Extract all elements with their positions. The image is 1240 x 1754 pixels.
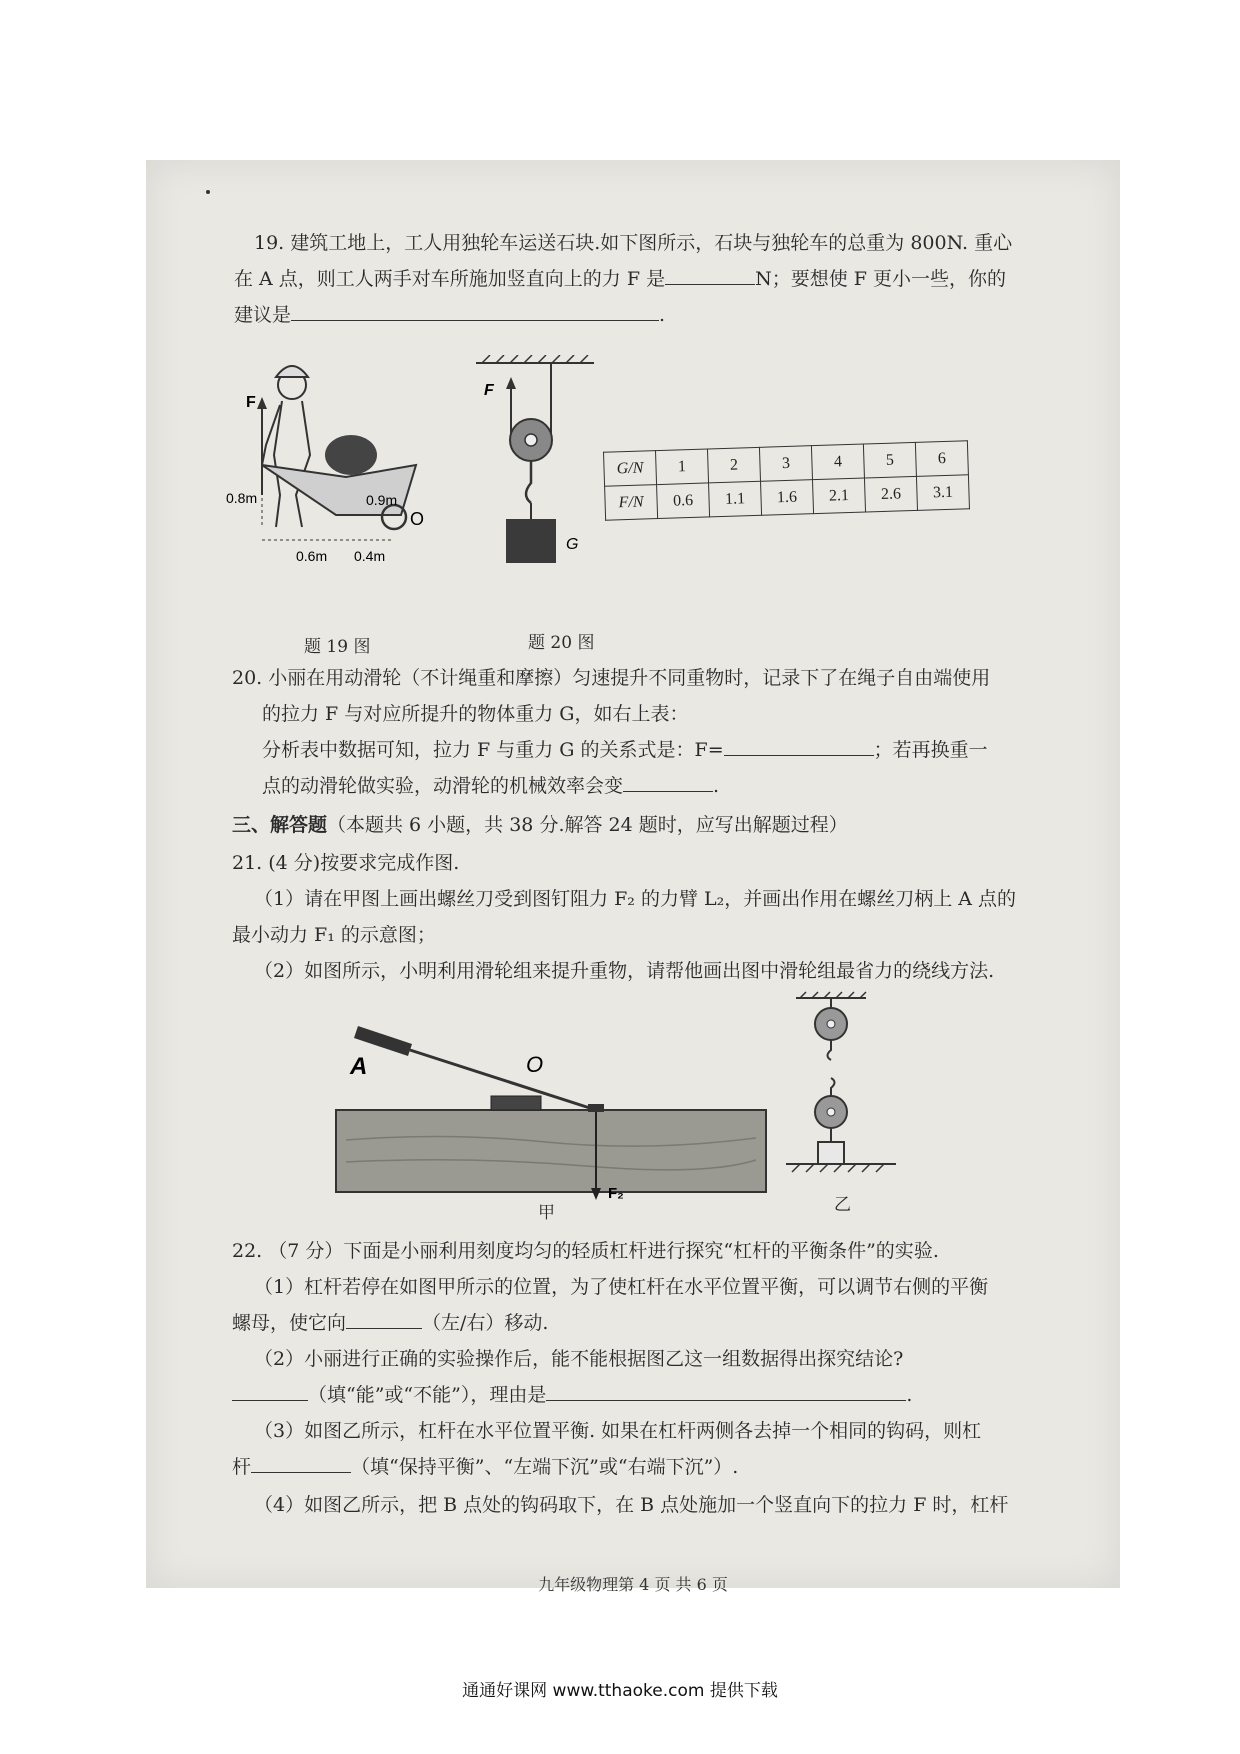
fig21-label-f2: F₂ — [608, 1185, 624, 1202]
q22-line2: （1）杠杆若停在如图甲所示的位置，为了使杠杆在水平位置平衡，可以调节右侧的平衡 — [254, 1276, 989, 1298]
table-cell-g: 6 — [915, 441, 968, 477]
table-cell-f: 2.6 — [864, 476, 917, 512]
table-header-f: F/N — [605, 485, 658, 521]
fig19-caption: 题 19 图 — [304, 637, 371, 657]
page-number: 九年级物理第 4 页 共 6 页 — [538, 1575, 728, 1594]
force-arrowhead-icon — [257, 397, 267, 409]
q22-line1: 22. （7 分）下面是小丽利用刻度均匀的轻质杠杆进行探究“杠杆的平衡条件”的实验. — [232, 1240, 939, 1262]
stone-icon — [325, 435, 377, 475]
q22-line5 — [232, 1382, 912, 1408]
movable-pulley-axle-icon — [827, 1108, 835, 1116]
helmet-icon — [276, 366, 308, 377]
fig21-label-o: O — [526, 1052, 544, 1077]
fig19-label-09m: 0.9m — [366, 492, 398, 508]
fig19-label-o: O — [410, 509, 425, 529]
table-cell-g: 1 — [655, 449, 708, 485]
fixed-pulley-axle-icon — [827, 1020, 835, 1028]
q20-line4-text: 点的动滑轮做实验，动滑轮的机械效率会变 — [262, 775, 624, 797]
pulley-figure — [476, 355, 596, 595]
site-footer: 通通好课网 www.tthaoke.com 提供下载 — [462, 1681, 778, 1701]
q22-answer-blank-balance[interactable] — [251, 1454, 351, 1473]
q20-line3-text-a: 分析表中数据可知，拉力 F 与重力 G 的关系式是：F= — [262, 739, 724, 761]
movable-pulley-hook-icon — [831, 1078, 835, 1096]
fig19-label-04m: 0.4m — [354, 548, 386, 564]
screwdriver-handle-icon — [354, 1026, 412, 1056]
fig20-label-f: F — [484, 382, 494, 399]
wooden-board-icon — [336, 1110, 766, 1192]
section3-title: 三、解答题 — [232, 814, 328, 836]
fixed-pulley-hook-icon — [828, 1040, 832, 1060]
q22-line6: （3）如图乙所示，杠杆在水平位置平衡. 如果在杠杆两侧各去掉一个相同的钩码，则杠 — [254, 1420, 982, 1442]
table-cell-f: 1.6 — [761, 480, 814, 516]
q19-line2 — [234, 266, 1006, 292]
pulley-block-figure — [786, 990, 906, 1200]
q19-line1: 19. 建筑工地上，工人用独轮车运送石块.如下图所示，石块与独轮车的总重为 800N. 重心 — [254, 232, 1013, 254]
table-cell-g: 4 — [811, 444, 864, 480]
q21-line2: （1）请在甲图上画出螺丝刀受到图钉阻力 F₂ 的力臂 L₂，并画出作用在螺丝刀柄上 A 点的 — [254, 888, 1017, 910]
gf-table — [603, 440, 970, 520]
wheelbarrow-figure — [226, 345, 466, 575]
q20-answer-blank-formula[interactable] — [724, 737, 874, 756]
q22-answer-blank-reason[interactable] — [546, 1382, 906, 1401]
q19-answer-blank-suggestion[interactable] — [291, 302, 659, 321]
table-header-g: G/N — [604, 451, 657, 487]
q22-line7-text-a: 杆 — [232, 1456, 252, 1478]
table-cell-f: 3.1 — [916, 475, 969, 511]
q20-line3 — [262, 737, 988, 763]
q22-line3-text-a: 螺母，使它向 — [232, 1312, 347, 1334]
table-cell-f: 2.1 — [812, 478, 865, 514]
hook-icon — [526, 461, 531, 503]
q22-line3-text-b: （左/右）移动. — [422, 1312, 549, 1334]
table-cell-g: 3 — [759, 446, 812, 482]
fig19-label-06m: 0.6m — [296, 548, 328, 564]
q22-line7 — [232, 1454, 738, 1480]
q19-line3-text: 建议是 — [234, 304, 292, 326]
pull-arrowhead-icon — [506, 377, 516, 389]
q22-line3 — [232, 1310, 548, 1336]
q19-line2-text-b: N；要想使 F 更小一些，你的 — [755, 268, 1006, 290]
fig20-label-g: G — [566, 536, 579, 553]
section3-note: （本题共 6 小题，共 38 分.解答 24 题时，应写出解题过程） — [327, 814, 848, 836]
q19-answer-blank-force[interactable] — [665, 266, 755, 285]
q19-line2-text-a: 在 A 点，则工人两手对车所施加竖直向上的力 F 是 — [234, 268, 666, 290]
section3-heading — [232, 812, 848, 838]
q22-answer-blank-can[interactable] — [232, 1382, 308, 1401]
q20-line1: 20. 小丽在用动滑轮（不计绳重和摩擦）匀速提升不同重物时，记录下了在绳子自由端使用 — [232, 667, 991, 689]
q20-line4-end: . — [713, 775, 720, 797]
q20-line4 — [262, 773, 719, 799]
q22-line8: （4）如图乙所示，把 B 点处的钩码取下，在 B 点处施加一个竖直向下的拉力 F 时，杠杆 — [254, 1494, 1009, 1516]
fig20-caption: 题 20 图 — [528, 633, 595, 653]
exam-page — [146, 160, 1120, 1594]
table-cell-g: 5 — [863, 442, 916, 478]
table-cell-f: 0.6 — [657, 483, 710, 519]
q19-line3 — [234, 302, 665, 328]
fig19-label-08m: 0.8m — [226, 490, 258, 506]
q21-line4: （2）如图所示，小明利用滑轮组来提升重物，请帮他画出图中滑轮组最省力的绕线方法. — [254, 960, 995, 982]
small-block-icon — [491, 1096, 541, 1110]
q21-line3: 最小动力 F₁ 的示意图； — [232, 924, 436, 946]
worker-body-icon — [274, 401, 310, 527]
screwdriver-figure — [326, 1000, 846, 1230]
ground-hatch — [792, 1164, 884, 1172]
speck — [206, 190, 210, 194]
fig21-label-a: A — [350, 1053, 368, 1080]
fig19-label-f: F — [246, 394, 256, 411]
q22-line4: （2）小丽进行正确的实验操作后，能不能根据图乙这一组数据得出探究结论? — [254, 1348, 904, 1370]
q20-line2: 的拉力 F 与对应所提升的物体重力 G，如右上表： — [262, 703, 689, 725]
pulley-axle-icon — [525, 434, 537, 446]
q22-answer-blank-direction[interactable] — [346, 1310, 422, 1329]
load-block-icon — [818, 1142, 844, 1164]
ceiling-hatch — [482, 355, 588, 363]
table-cell-f: 1.1 — [709, 481, 762, 517]
q22-line5-text: （填“能”或“不能”），理由是 — [308, 1384, 547, 1406]
q22-line5-end: . — [906, 1384, 913, 1406]
table-cell-g: 2 — [707, 447, 760, 483]
q21-line1: 21. (4 分)按要求完成作图. — [232, 852, 460, 874]
q22-line7-text-b: （填“保持平衡”、“左端下沉”或“右端下沉”）. — [351, 1456, 739, 1478]
pin-head-icon — [588, 1104, 604, 1112]
q20-answer-blank-efficiency[interactable] — [623, 773, 713, 792]
fig21-caption-yi: 乙 — [834, 1195, 851, 1215]
f2-arrowhead-icon — [591, 1188, 601, 1200]
q19-line3-end: . — [659, 304, 666, 326]
weight-block-icon — [506, 519, 556, 563]
q20-line3-text-b: ；若再换重一 — [873, 739, 988, 761]
fig21-caption-jia: 甲 — [538, 1203, 555, 1223]
